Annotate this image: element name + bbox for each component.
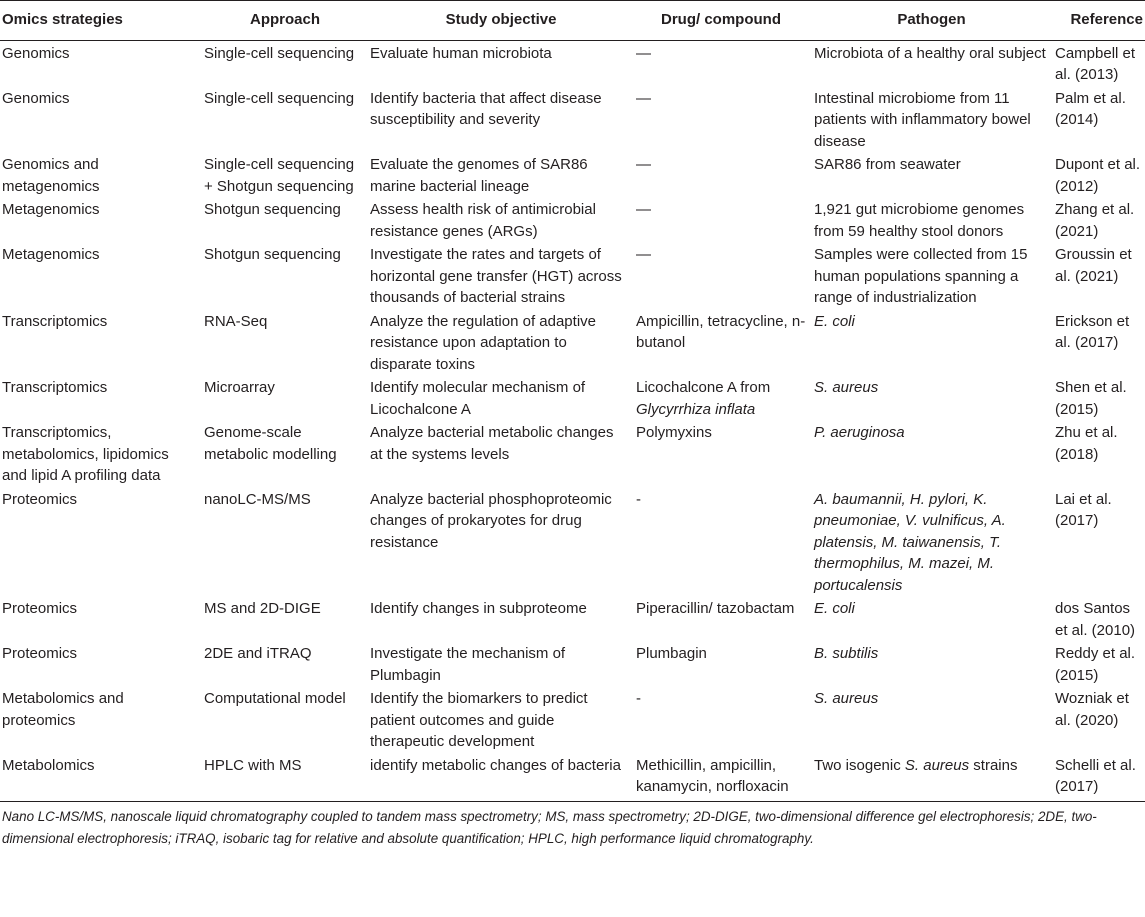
cell-pathogen-text: B. subtilis	[814, 645, 879, 662]
cell-drug-compound-text: -	[636, 490, 641, 508]
table-row	[0, 487, 1145, 597]
cell-pathogen-text: E. coli	[814, 600, 855, 617]
table-row	[0, 420, 1145, 487]
cell-drug-compound-text: -	[636, 690, 641, 707]
cell-drug-compound	[632, 686, 810, 753]
cell-approach: MS and 2D-DIGE	[204, 600, 321, 617]
cell-omics-strategy: Proteomics	[2, 645, 78, 662]
cell-pathogen-text: Intestinal microbiome from 11 patients with inflammatory bowel disease	[814, 89, 1031, 150]
cell-drug-compound-text: Polymyxins	[636, 424, 712, 441]
cell-drug-compound-text: —	[636, 201, 651, 218]
cell-pathogen-text: Two isogenic	[814, 756, 905, 774]
cell-study-objective: Investigate the mechanism of Plumbagin	[370, 645, 566, 684]
cell-study-objective: Evaluate human microbiota	[370, 44, 552, 62]
cell-pathogen	[810, 152, 1053, 197]
cell-pathogen-text: SAR86 from seawater	[814, 156, 961, 173]
cell-reference: Zhu et al. (2018)	[1055, 424, 1118, 463]
cell-drug-compound-text: —	[636, 44, 651, 62]
cell-pathogen-text: A. baumannii, H. pylori, K. pneumoniae, V. vulnificus, A. platensis, M. taiwanensis, T. thermophilus, M. mazei, M. portucalensis	[814, 490, 1006, 594]
cell-reference: dos Santos et al. (2010)	[1055, 600, 1136, 639]
cell-omics-strategy: Genomics and metagenomics	[2, 156, 100, 195]
table-row	[0, 242, 1145, 309]
cell-study-objective: Analyze bacterial phosphoproteomic changes of prokaryotes for drug resistance	[370, 490, 612, 551]
table-row	[0, 197, 1145, 242]
cell-pathogen	[810, 596, 1053, 641]
table-row	[0, 86, 1145, 153]
cell-drug-compound	[632, 641, 810, 686]
cell-pathogen-text: Microbiota of a healthy oral subject	[814, 44, 1046, 62]
cell-drug-compound-text: —	[636, 89, 651, 107]
cell-pathogen-text: S. aureus	[814, 379, 879, 396]
cell-pathogen-text: E. coli	[814, 312, 855, 330]
cell-study-objective: Analyze bacterial metabolic changes at the systems levels	[370, 424, 614, 463]
cell-approach: Computational model	[204, 690, 346, 707]
cell-drug-compound	[632, 242, 810, 309]
table-row	[0, 152, 1145, 197]
cell-pathogen	[810, 86, 1053, 153]
cell-study-objective: identify metabolic changes of bacteria	[370, 753, 632, 802]
cell-drug-compound-text: —	[636, 246, 651, 263]
column-header-omics-strategies: Omics strategies	[0, 1, 200, 41]
cell-drug-compound	[632, 420, 810, 487]
cell-study-objective: Analyze the regulation of adaptive resistance upon adaptation to disparate toxins	[370, 312, 596, 373]
table-row	[0, 641, 1145, 686]
cell-omics-strategy: Metabolomics and proteomics	[2, 690, 124, 729]
cell-drug-compound-text: Ampicillin, tetracycline, n-butanol	[636, 312, 806, 351]
cell-drug-compound	[632, 487, 810, 597]
cell-omics-strategy: Proteomics	[2, 600, 78, 617]
cell-omics-strategy: Metagenomics	[2, 246, 100, 263]
cell-pathogen	[810, 487, 1053, 597]
cell-study-objective: Investigate the rates and targets of horizontal gene transfer (HGT) across thousands of bacterial strains	[370, 246, 622, 306]
column-header-pathogen: Pathogen	[810, 1, 1053, 41]
cell-drug-compound	[632, 152, 810, 197]
cell-approach: HPLC with MS	[200, 753, 370, 802]
table-row	[0, 686, 1145, 753]
cell-reference: Campbell et al. (2013)	[1055, 44, 1136, 83]
cell-pathogen	[810, 197, 1053, 242]
column-header-reference: Reference	[1053, 1, 1145, 41]
table-body	[0, 40, 1145, 801]
cell-reference: Reddy et al. (2015)	[1055, 645, 1136, 684]
cell-drug-compound-text: Piperacillin/ tazobactam	[636, 600, 795, 617]
cell-drug-compound	[632, 375, 810, 420]
cell-pathogen	[810, 309, 1053, 376]
cell-pathogen	[810, 686, 1053, 753]
cell-reference: Erickson et al. (2017)	[1055, 312, 1130, 351]
table-row	[0, 40, 1145, 86]
cell-omics-strategy: Genomics	[2, 89, 70, 107]
cell-omics-strategy: Metagenomics	[2, 201, 100, 218]
cell-drug-compound-text: —	[636, 156, 651, 173]
cell-reference: Zhang et al. (2021)	[1055, 201, 1135, 240]
cell-study-objective: Identify changes in subproteome	[370, 600, 587, 617]
cell-approach: RNA-Seq	[204, 312, 268, 330]
cell-drug-compound-text: Licochalcone A from	[636, 379, 771, 396]
table-row	[0, 375, 1145, 420]
cell-drug-compound-text: Plumbagin	[636, 645, 707, 662]
cell-omics-strategy: Transcriptomics	[2, 379, 108, 396]
cell-study-objective: Evaluate the genomes of SAR86 marine bacterial lineage	[370, 156, 588, 195]
cell-pathogen-text: Samples were collected from 15 human populations spanning a range of industrialization	[814, 246, 1028, 306]
column-header-drug-compound: Drug/ compound	[632, 1, 810, 41]
cell-approach: Shotgun sequencing	[204, 201, 341, 218]
cell-pathogen	[810, 40, 1053, 86]
cell-study-objective: Identify the biomarkers to predict patient outcomes and guide therapeutic development	[370, 690, 588, 750]
cell-reference: Palm et al. (2014)	[1055, 89, 1126, 128]
cell-pathogen	[810, 753, 1053, 802]
cell-drug-compound-text: Methicillin, ampicillin, kanamycin, norfloxacin	[636, 756, 789, 795]
cell-pathogen-text: S. aureus	[814, 690, 879, 707]
cell-drug-compound-text: Glycyrrhiza inflata	[636, 400, 756, 418]
table-row	[0, 309, 1145, 376]
cell-reference: Wozniak et al. (2020)	[1055, 690, 1129, 729]
table-header	[0, 1, 1145, 41]
cell-approach: Genome-scale metabolic modelling	[204, 424, 337, 463]
cell-pathogen	[810, 242, 1053, 309]
cell-omics-strategy: Transcriptomics, metabolomics, lipidomics and lipid A profiling data	[2, 424, 169, 484]
cell-drug-compound	[632, 596, 810, 641]
table-footnote: Nano LC-MS/MS, nanoscale liquid chromatography coupled to tandem mass spectrometry; MS, mass spectrometry; 2D-DIGE, two-dimensional difference gel electrophoresis; 2DE, two-dimensional electrophoresis; iTRAQ, isobaric tag for relative and absolute quantification; HPLC, high performance liquid chromatography.	[2, 808, 1097, 846]
table-row	[0, 753, 1145, 802]
cell-pathogen	[810, 375, 1053, 420]
cell-drug-compound	[632, 753, 810, 802]
cell-study-objective: Assess health risk of antimicrobial resistance genes (ARGs)	[370, 201, 596, 240]
cell-study-objective: Identify molecular mechanism of Licochalcone A	[370, 379, 586, 418]
cell-drug-compound	[632, 86, 810, 153]
cell-approach: Shotgun sequencing	[204, 246, 341, 263]
cell-drug-compound	[632, 197, 810, 242]
cell-reference: Schelli et al. (2017)	[1053, 753, 1145, 802]
header-row	[0, 1, 1145, 41]
cell-omics-strategy: Metabolomics	[0, 753, 200, 802]
cell-pathogen-text: P. aeruginosa	[814, 424, 905, 441]
cell-pathogen-text: strains	[969, 756, 1018, 774]
column-header-study-objective: Study objective	[370, 1, 632, 41]
cell-pathogen-text: 1,921 gut microbiome genomes from 59 healthy stool donors	[814, 201, 1025, 240]
cell-drug-compound	[632, 309, 810, 376]
cell-study-objective: Identify bacteria that affect disease susceptibility and severity	[370, 89, 602, 128]
cell-approach: nanoLC-MS/MS	[204, 490, 311, 508]
cell-pathogen	[810, 641, 1053, 686]
cell-omics-strategy: Proteomics	[2, 490, 78, 508]
cell-pathogen	[810, 420, 1053, 487]
cell-reference: Groussin et al. (2021)	[1055, 246, 1132, 285]
cell-approach: Single-cell sequencing + Shotgun sequencing	[204, 156, 355, 195]
cell-omics-strategy: Transcriptomics	[2, 312, 108, 330]
table-row	[0, 596, 1145, 641]
column-header-approach: Approach	[200, 1, 370, 41]
cell-reference: Dupont et al. (2012)	[1055, 156, 1141, 195]
cell-drug-compound	[632, 40, 810, 86]
cell-reference: Shen et al. (2015)	[1055, 379, 1127, 418]
cell-approach: 2DE and iTRAQ	[204, 645, 312, 662]
cell-approach: Microarray	[204, 379, 275, 396]
cell-pathogen-text: S. aureus	[904, 756, 970, 774]
cell-approach: Single-cell sequencing	[204, 44, 355, 62]
cell-approach: Single-cell sequencing	[204, 89, 355, 107]
cell-omics-strategy: Genomics	[2, 44, 70, 62]
cell-reference: Lai et al. (2017)	[1055, 490, 1112, 529]
